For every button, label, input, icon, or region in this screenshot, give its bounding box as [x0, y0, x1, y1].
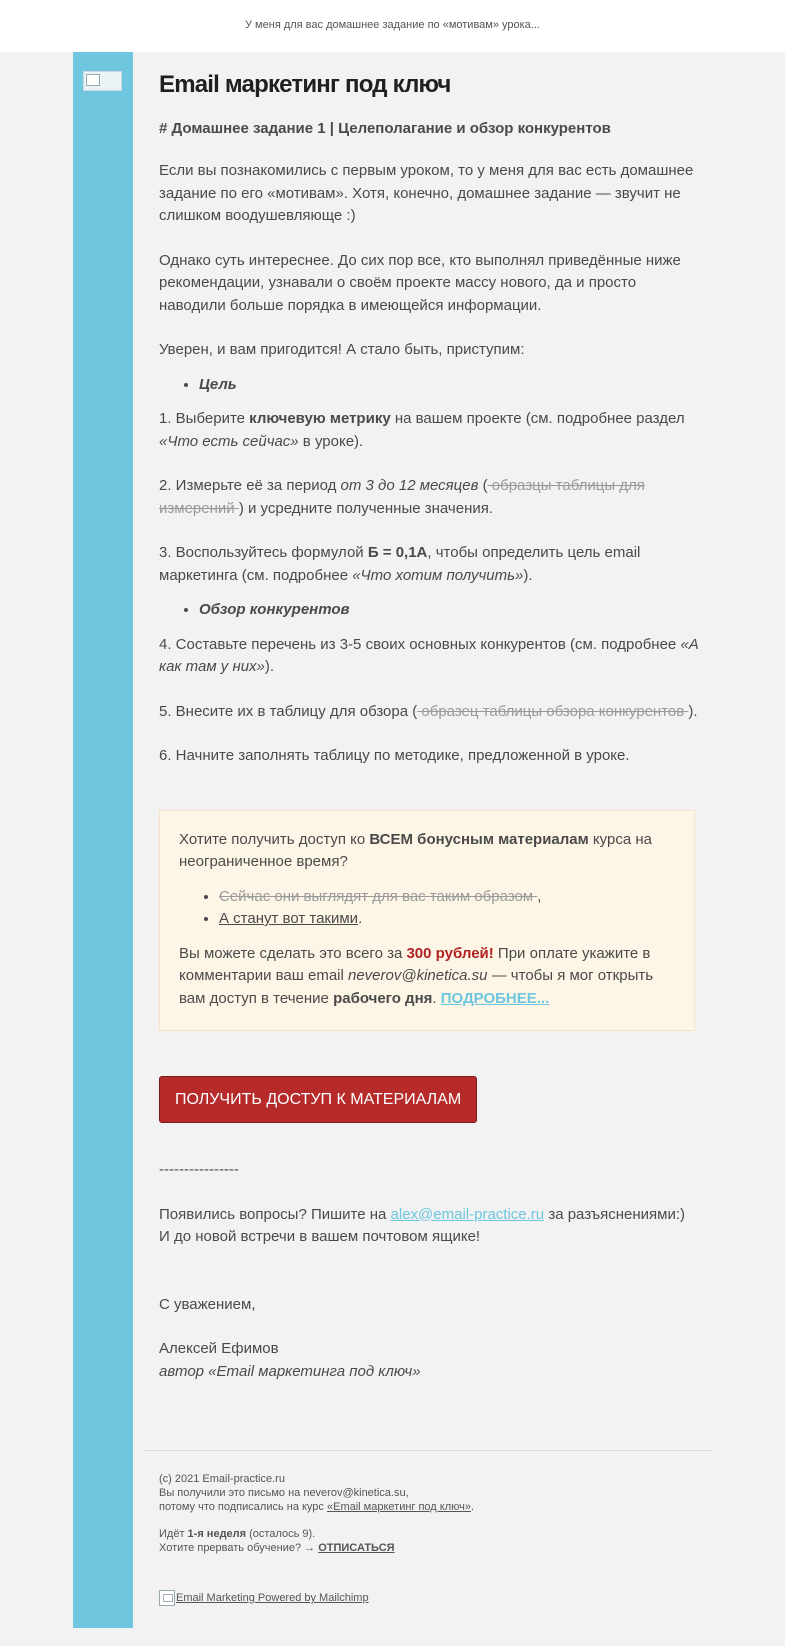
step-5: 5. Внесите их в таблицу для обзора ( образец таблицы обзора конкурентов ).	[159, 702, 698, 720]
competitor-template-link[interactable]: образец таблицы обзора конкурентов	[417, 702, 689, 720]
mailchimp-badge[interactable]	[159, 1590, 699, 1606]
copyright: (с) 2021 Email-practice.ru	[159, 1473, 285, 1485]
bonus-item-now: • Сейчас они выглядят для вас таким образом ,	[219, 886, 675, 909]
course-link[interactable]: «Email маркетинг под ключ»	[326, 1501, 471, 1513]
email-body	[159, 52, 699, 1383]
step-2: 2. Измерьте её за период от 3 до 12 месяцев ( образцы таблицы для измерений ) и усредните полученные значения.	[159, 477, 645, 517]
section-competitors-heading: • Обзор конкурентов	[199, 599, 699, 622]
intro-paragraph-1: Если вы познакомились с первым уроком, то у меня для вас есть домашнее задание по его «мотивам». Хотя, конечно, домашнее задание — звучит не слишком воодушевляюще :)	[159, 162, 694, 224]
unsubscribe-link[interactable]: ОТПИСАТЬСЯ	[318, 1542, 395, 1554]
bonus-price-text: Вы можете сделать это всего за 300 рублей! При оплате укажите в комментарии ваш email neverov@kinetica.su — чтобы я мог открыть вам доступ в течение рабочего дня. ПОДРОБНЕЕ...	[179, 944, 654, 1007]
sidebar-accent	[73, 52, 133, 1628]
bonus-now-link[interactable]: Сейчас они выглядят для вас таким образом	[219, 887, 538, 905]
regards: С уважением,	[159, 1295, 256, 1313]
intro-paragraph-3: Уверен, и вам пригодится! А стало быть, приступим:	[159, 341, 525, 358]
unsubscribe-line: Хотите прервать обучение? → ОТПИСАТЬСЯ	[159, 1542, 395, 1554]
more-link[interactable]: ПОДРОБНЕЕ...	[440, 989, 550, 1007]
footer-divider	[143, 1450, 713, 1451]
email-title: Email маркетинг под ключ	[159, 71, 451, 98]
bonus-callout	[159, 810, 695, 1032]
footer	[159, 1472, 699, 1606]
price: 300 рублей!	[406, 944, 494, 962]
bonus-item-after: • А станут вот такими.	[219, 908, 675, 931]
section-goal-list	[159, 374, 699, 397]
separator-dashes: ----------------	[159, 1161, 239, 1178]
questions-paragraph: Появились вопросы? Пишите на alex@email-practice.ru за разъяснениями:) И до новой встречи в вашем почтовом ящике!	[159, 1205, 686, 1245]
week-progress: Идёт 1-я неделя (осталось 9).	[159, 1528, 316, 1540]
bonus-list	[179, 886, 675, 931]
step-1: 1. Выберите ключевую метрику на вашем проекте (см. подробнее раздел «Что есть сейчас» в уроке).	[159, 410, 685, 450]
intro-paragraph-2: Однако суть интереснее. До сих пор все, кто выполнял приведённые ниже рекомендации, узнавали о своём проекте массу нового, да и просто наводили больше порядка в имеющейся информации.	[159, 251, 681, 314]
section-goal-heading: • Цель	[199, 374, 699, 397]
author-name: Алексей Ефимов	[159, 1340, 279, 1357]
signature	[159, 1338, 699, 1383]
get-access-button[interactable]: ПОЛУЧИТЬ ДОСТУП К МАТЕРИАЛАМ	[159, 1076, 477, 1123]
step-3: 3. Воспользуйтесь формулой Б = 0,1А, чтобы определить цель email маркетинга (см. подробнее «Что хотим получить»).	[159, 544, 641, 584]
broken-image-icon	[159, 1590, 175, 1606]
broken-logo-image	[83, 71, 122, 91]
author-role: автор «Email маркетинга под ключ»	[159, 1362, 421, 1380]
received-notice: Вы получили это письмо на neverov@kinetica.su,	[159, 1487, 409, 1499]
step-6: 6. Начните заполнять таблицу по методике, предложенной в уроке.	[159, 747, 630, 764]
bonus-question: Хотите получить доступ ко ВСЕМ бонусным материалам курса на неограниченное время?	[179, 830, 652, 870]
subscription-reason: потому что подписались на курс «Email маркетинг под ключ».	[159, 1501, 475, 1513]
homework-heading: # Домашнее задание 1 | Целеполагание и обзор конкурентов	[159, 120, 611, 137]
bonus-after-link[interactable]: А станут вот такими	[219, 910, 359, 927]
preheader-text: У меня для вас домашнее задание по «мотивам» урока...	[0, 0, 785, 52]
step-4: 4. Составьте перечень из 3-5 своих основных конкурентов (см. подробнее «А как там у них»).	[159, 635, 699, 675]
section-competitors-list	[159, 599, 699, 622]
measurement-template-link[interactable]: образцы таблицы для измерений	[159, 477, 645, 517]
mailchimp-link[interactable]: Email Marketing Powered by Mailchimp	[176, 1592, 369, 1604]
contact-email-link[interactable]: alex@email-practice.ru	[390, 1205, 545, 1223]
